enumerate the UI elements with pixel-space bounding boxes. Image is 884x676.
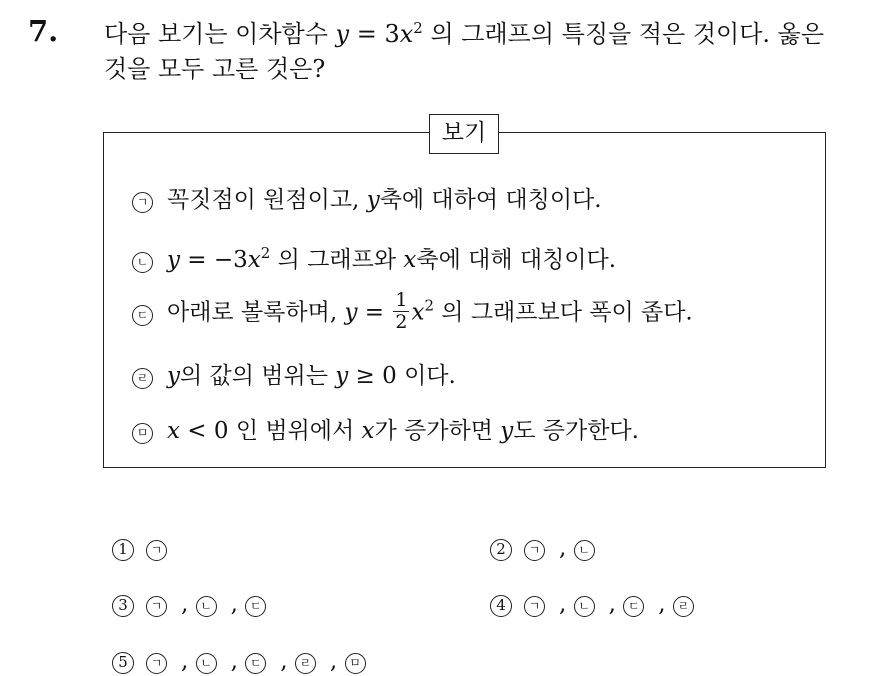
circled-marker: ㄱ bbox=[524, 540, 545, 561]
comma: , bbox=[608, 591, 616, 617]
circled-marker: ㄷ bbox=[132, 305, 153, 326]
circled-marker: ㄹ bbox=[132, 368, 153, 389]
answer-choice-1[interactable] bbox=[112, 535, 181, 561]
var-y: y bbox=[366, 187, 380, 213]
choice-number: 2 bbox=[490, 539, 512, 561]
condition-text: 의 그래프보다 폭이 좁다. bbox=[434, 299, 693, 326]
circled-marker: ㄷ bbox=[623, 596, 644, 617]
circled-marker: ㄹ bbox=[673, 596, 694, 617]
circled-marker: ㄴ bbox=[574, 540, 595, 561]
comma: , bbox=[230, 648, 238, 674]
var-y: y bbox=[335, 363, 349, 389]
equation-part: = −3 bbox=[180, 247, 248, 273]
var-x: x bbox=[361, 418, 375, 444]
circled-marker: ㅁ bbox=[132, 423, 153, 444]
question-text-part: 다음 보기는 이차함수 bbox=[104, 20, 336, 48]
condition-text: 꼭짓점이 원점이고, bbox=[167, 187, 367, 213]
var-y: y bbox=[500, 418, 514, 444]
circled-marker: ㄴ bbox=[132, 252, 153, 273]
circled-marker: ㄴ bbox=[574, 596, 595, 617]
circled-marker: ㄷ bbox=[245, 596, 266, 617]
var-x: x bbox=[403, 247, 417, 273]
comma: , bbox=[329, 648, 338, 674]
fraction bbox=[393, 290, 409, 333]
circled-marker: ㄱ bbox=[132, 192, 153, 213]
var-x: x bbox=[411, 299, 425, 326]
circled-marker: ㄴ bbox=[196, 653, 217, 674]
condition-text: 도 증가한다. bbox=[513, 418, 639, 444]
condition-text: 의 값의 범위는 bbox=[180, 363, 336, 389]
condition-text: ≥ 0 이다. bbox=[348, 363, 456, 389]
choice-number: 5 bbox=[112, 652, 134, 674]
comma: , bbox=[658, 591, 666, 617]
var-x: x bbox=[247, 247, 261, 273]
fraction-denominator: 2 bbox=[395, 311, 408, 333]
condition-text: 의 그래프와 bbox=[270, 247, 404, 273]
comma: , bbox=[181, 648, 189, 674]
question-text-part: 의 그래프의 특징을 적은 것이다. 옳은 bbox=[422, 20, 825, 48]
question-number: 7. bbox=[28, 14, 59, 48]
comma: , bbox=[559, 591, 567, 617]
answer-choice-5[interactable] bbox=[112, 648, 380, 674]
choice-number: 4 bbox=[490, 595, 512, 617]
choice-number: 3 bbox=[112, 595, 134, 617]
equation-part: = bbox=[357, 299, 392, 326]
circled-marker: ㅁ bbox=[345, 653, 366, 674]
comma: , bbox=[181, 591, 189, 617]
condition-text: < 0 인 범위에서 bbox=[179, 418, 362, 444]
condition-item bbox=[132, 181, 602, 214]
var-x: x bbox=[167, 418, 180, 444]
exponent: 2 bbox=[413, 19, 423, 37]
circled-marker: ㄹ bbox=[295, 653, 316, 674]
circled-marker: ㄱ bbox=[524, 596, 545, 617]
circled-marker: ㄴ bbox=[196, 596, 217, 617]
comma: , bbox=[280, 648, 288, 674]
question-text bbox=[104, 17, 874, 87]
question-line-1 bbox=[104, 17, 874, 52]
comma: , bbox=[230, 591, 238, 617]
equation-part: = 3 bbox=[349, 20, 400, 48]
answer-choice-3[interactable] bbox=[112, 591, 280, 617]
var-x: x bbox=[399, 20, 414, 48]
choice-number: 1 bbox=[112, 539, 134, 561]
exponent: 2 bbox=[260, 244, 271, 262]
circled-marker: ㄱ bbox=[146, 540, 167, 561]
answer-choice-2[interactable] bbox=[490, 535, 609, 561]
condition-text: 가 증가하면 bbox=[374, 418, 501, 444]
exponent: 2 bbox=[424, 296, 434, 315]
var-y: y bbox=[167, 363, 180, 389]
condition-item bbox=[132, 289, 693, 335]
fraction-numerator: 1 bbox=[395, 289, 408, 311]
circled-marker: ㄱ bbox=[146, 596, 167, 617]
answer-choice-4[interactable] bbox=[490, 591, 708, 617]
condition-text: 축에 대해 대칭이다. bbox=[416, 247, 617, 273]
var-y: y bbox=[167, 247, 180, 273]
condition-box-title: 보기 bbox=[429, 114, 499, 154]
condition-text: 아래로 볼록하며, bbox=[167, 299, 345, 326]
comma: , bbox=[559, 535, 567, 561]
condition-item bbox=[132, 357, 456, 390]
circled-marker: ㄷ bbox=[245, 653, 266, 674]
var-y: y bbox=[335, 20, 350, 48]
circled-marker: ㄱ bbox=[146, 653, 167, 674]
var-y: y bbox=[344, 299, 358, 326]
condition-text: 축에 대하여 대칭이다. bbox=[379, 187, 602, 213]
question-line-2: 것을 모두 고른 것은? bbox=[104, 55, 326, 83]
condition-item bbox=[132, 241, 616, 274]
condition-item bbox=[132, 412, 639, 445]
